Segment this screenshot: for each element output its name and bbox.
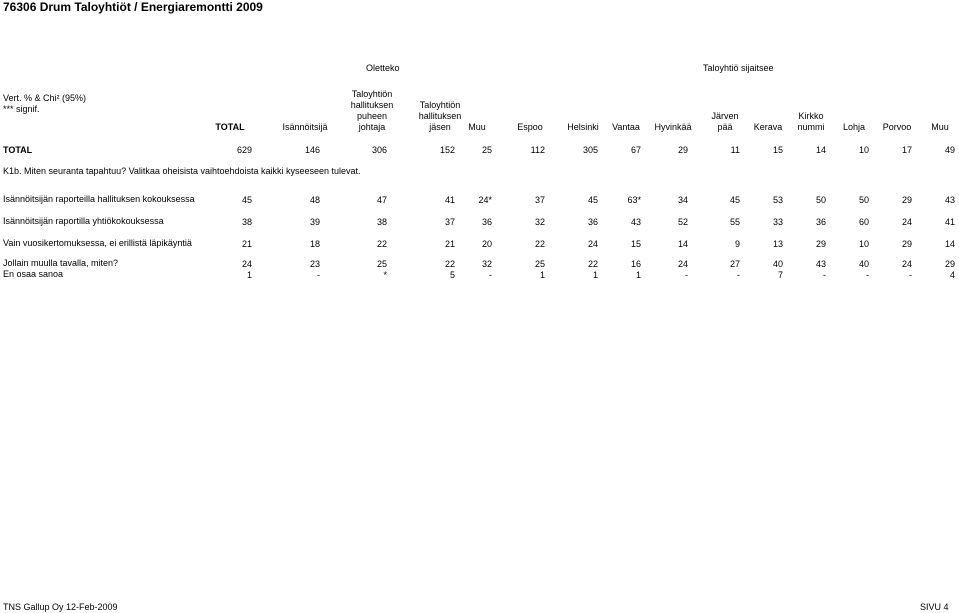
- column-header-0: [190, 122, 270, 133]
- row-value: 38: [376, 217, 387, 227]
- row-value: 33: [772, 217, 783, 227]
- column-header-line: Taloyhtiön: [419, 100, 461, 110]
- legend-line-1: Vert. % & Chi² (95%): [3, 93, 87, 103]
- total-value: 305: [582, 145, 598, 155]
- row-label: Isännöitsijän raportilla yhtiökokouksessa: [3, 216, 164, 226]
- row-value: 24: [677, 259, 688, 269]
- row-value: 36: [481, 217, 492, 227]
- row-label: Jollain muulla tavalla, miten?: [3, 258, 119, 268]
- row-value: 50: [858, 195, 869, 205]
- total-value: 306: [371, 145, 387, 155]
- total-value: 11: [730, 145, 740, 155]
- column-header-line: nummi: [797, 122, 825, 132]
- row-value: -: [317, 270, 320, 280]
- row-value: 43: [630, 217, 641, 227]
- row-value: 7: [777, 270, 783, 280]
- total-value: 146: [304, 145, 320, 155]
- row-value: 25: [534, 259, 545, 269]
- legend-line-2: *** signif.: [3, 104, 40, 114]
- column-header-line: pää: [717, 122, 733, 132]
- column-header-line: hallituksen: [350, 100, 394, 110]
- row-value: 40: [772, 259, 783, 269]
- total-value: 17: [901, 145, 912, 155]
- row-value: 14: [677, 239, 688, 249]
- row-value: 45: [241, 195, 252, 205]
- column-header-line: jäsen: [429, 122, 451, 132]
- row-value: 36: [587, 217, 598, 227]
- total-value: 10: [858, 145, 869, 155]
- row-value: 52: [677, 217, 688, 227]
- report-title: 76306 Drum Taloyhtiöt / Energiaremontti 2009: [3, 0, 263, 14]
- column-header-line: johtaja: [358, 122, 386, 132]
- total-value: 152: [439, 145, 455, 155]
- row-value: 48: [309, 195, 320, 205]
- row-value: -: [823, 270, 826, 280]
- row-label: Isännöitsijän raporteilla hallituksen kokouksessa: [3, 194, 195, 204]
- row-value: 43: [944, 195, 955, 205]
- row-value: 24: [587, 239, 598, 249]
- row-value: 27: [729, 259, 740, 269]
- row-value: -: [866, 270, 869, 280]
- total-value: 49: [944, 145, 955, 155]
- row-value: 29: [815, 239, 826, 249]
- row-label: Vain vuosikertomuksessa, ei erillistä läpikäyntiä: [3, 238, 192, 248]
- row-value: 1: [539, 270, 545, 280]
- row-value: 21: [241, 239, 252, 249]
- total-value: 629: [236, 145, 252, 155]
- row-value: -: [489, 270, 492, 280]
- column-header-line: TOTAL: [215, 122, 245, 132]
- column-header-line: Kerava: [753, 122, 783, 132]
- row-value: 47: [376, 195, 387, 205]
- row-value: 21: [444, 239, 455, 249]
- row-value: 24: [241, 259, 252, 269]
- row-value: 18: [309, 239, 320, 249]
- column-header-line: Taloyhtiön: [351, 89, 393, 99]
- row-value: 1: [246, 270, 252, 280]
- row-value: 24: [901, 217, 912, 227]
- row-value: 24: [901, 259, 912, 269]
- row-value: 55: [729, 217, 740, 227]
- row-value: 20: [481, 239, 492, 249]
- row-value: 60: [858, 217, 869, 227]
- row-value: 29: [901, 195, 912, 205]
- column-header-line: Järven: [711, 111, 739, 121]
- group-header-oletteko: Oletteko: [366, 63, 400, 73]
- row-value: 13: [772, 239, 783, 249]
- row-value: 22: [376, 239, 387, 249]
- row-value: 39: [309, 217, 320, 227]
- row-value: 37: [444, 217, 455, 227]
- total-value: 29: [677, 145, 688, 155]
- row-value: 1: [635, 270, 641, 280]
- row-value: 24*: [478, 195, 492, 205]
- row-value: 45: [587, 195, 598, 205]
- row-value: 38: [241, 217, 252, 227]
- total-value: 14: [815, 145, 826, 155]
- row-value: 34: [677, 195, 688, 205]
- row-value: 29: [944, 259, 955, 269]
- row-value: 9: [734, 239, 740, 249]
- row-value: 22: [587, 259, 598, 269]
- row-value: 53: [772, 195, 783, 205]
- row-value: 22: [444, 259, 455, 269]
- row-value: 1: [592, 270, 598, 280]
- column-header-line: Lohja: [842, 122, 866, 132]
- legend: [3, 93, 86, 115]
- column-header-line: Espoo: [517, 122, 543, 132]
- row-value: 23: [309, 259, 320, 269]
- column-header-line: Porvoo: [882, 122, 912, 132]
- row-value: 37: [534, 195, 545, 205]
- row-value: 50: [815, 195, 826, 205]
- row-value: 22: [534, 239, 545, 249]
- row-value: 10: [858, 239, 869, 249]
- row-value: 16: [630, 259, 641, 269]
- row-value: 63*: [627, 195, 641, 205]
- row-value: 43: [815, 259, 826, 269]
- column-header-14: [900, 122, 959, 133]
- row-value: 41: [444, 195, 455, 205]
- row-value: 25: [376, 259, 387, 269]
- column-header-line: Isännöitsijä: [282, 122, 328, 132]
- row-value: -: [737, 270, 740, 280]
- footer-source: TNS Gallup Oy 12-Feb-2009: [3, 602, 118, 612]
- total-value: 67: [630, 145, 641, 155]
- total-value: 25: [481, 145, 492, 155]
- footer-page: SIVU 4: [920, 602, 949, 612]
- row-value: 14: [944, 239, 955, 249]
- total-row-label: TOTAL: [3, 145, 33, 155]
- column-header-line: Hyvinkää: [654, 122, 692, 132]
- row-value: 15: [630, 239, 641, 249]
- column-header-line: Muu: [931, 122, 949, 132]
- row-value: *: [383, 270, 387, 280]
- row-value: -: [685, 270, 688, 280]
- column-header-line: puheen: [356, 111, 388, 121]
- row-value: 36: [815, 217, 826, 227]
- column-header-line: Helsinki: [567, 122, 599, 132]
- row-value: 45: [729, 195, 740, 205]
- row-value: 32: [481, 259, 492, 269]
- group-header-sijaitsee: Taloyhtiö sijaitsee: [703, 63, 774, 73]
- column-header-line: Kirkko: [798, 111, 824, 121]
- row-value: 29: [901, 239, 912, 249]
- column-header-line: hallituksen: [418, 111, 462, 121]
- question-text: K1b. Miten seuranta tapahtuu? Valitkaa oheisista vaihtoehdoista kaikki kyseeseen tulevat.: [3, 166, 361, 176]
- row-value: -: [909, 270, 912, 280]
- total-value: 112: [530, 145, 545, 155]
- row-label: En osaa sanoa: [3, 269, 64, 279]
- row-value: 32: [534, 217, 545, 227]
- row-value: 40: [858, 259, 869, 269]
- row-value: 4: [949, 270, 955, 280]
- row-value: 41: [944, 217, 955, 227]
- total-value: 15: [772, 145, 783, 155]
- column-header-line: Muu: [468, 122, 486, 132]
- row-value: 5: [449, 270, 455, 280]
- column-header-line: Vantaa: [612, 122, 640, 132]
